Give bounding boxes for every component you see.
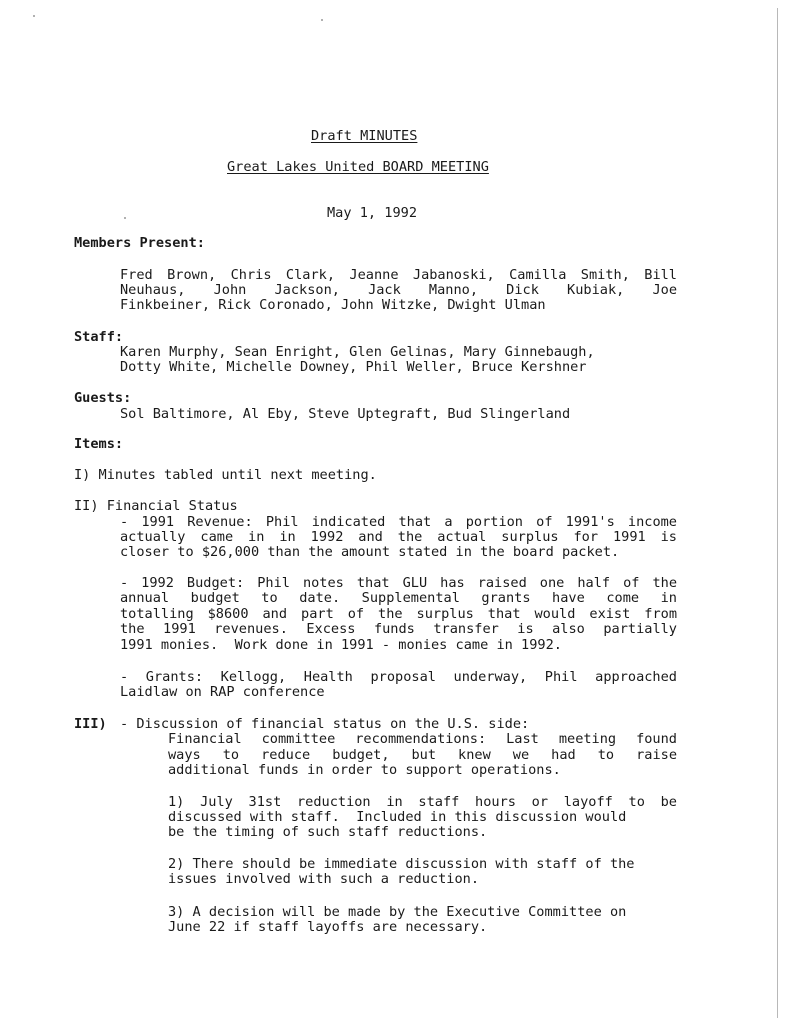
point-3-line: 3) A decision will be made by the Executive Committee on (168, 904, 627, 920)
item-1: I) Minutes tabled until next meeting. (74, 467, 377, 483)
items-heading: Items: (74, 436, 124, 452)
grants-line: - Grants: Kellogg, Health proposal underway, Phil approached (120, 669, 677, 685)
point-1-line: discussed with staff. Included in this discussion would (168, 809, 627, 825)
meeting-title: Great Lakes United BOARD MEETING (227, 159, 489, 175)
staff-line: Karen Murphy, Sean Enright, Glen Gelinas, Mary Ginnebaugh, (120, 344, 595, 360)
members-line: Finkbeiner, Rick Coronado, John Witzke, Dwight Ulman (120, 297, 546, 313)
guests-line: Sol Baltimore, Al Eby, Steve Uptegraft, Bud Slingerland (120, 406, 571, 422)
members-heading: Members Present: (74, 235, 205, 251)
budget-line: totalling $8600 and part of the surplus that would exist from (120, 606, 677, 622)
revenue-line: closer to $26,000 than the amount stated in the board packet. (120, 544, 620, 560)
item-3-heading: - Discussion of financial status on the U.S. side: (120, 716, 530, 732)
point-1-line: be the timing of such staff reductions. (168, 824, 488, 840)
guests-heading: Guests: (74, 390, 132, 406)
committee-line: additional funds in order to support operations. (168, 762, 561, 778)
staff-line: Dotty White, Michelle Downey, Phil Weller, Bruce Kershner (120, 359, 587, 375)
budget-line: annual budget to date. Supplemental grants have come in (120, 590, 677, 606)
budget-line: - 1992 Budget: Phil notes that GLU has raised one half of the (120, 575, 677, 591)
revenue-line: - 1991 Revenue: Phil indicated that a portion of 1991's income (120, 514, 677, 530)
scan-edge-line (777, 8, 778, 1018)
budget-line: the 1991 revenues. Excess funds transfer is also partially (120, 621, 677, 637)
item-3-label: III) (74, 716, 107, 732)
scan-speck (321, 19, 323, 21)
item-2-heading: II) Financial Status (74, 498, 238, 514)
point-3-line: June 22 if staff layoffs are necessary. (168, 919, 488, 935)
draft-minutes-title: Draft MINUTES (311, 128, 418, 144)
members-line: Fred Brown, Chris Clark, Jeanne Jabanoski, Camilla Smith, Bill (120, 267, 677, 283)
point-2-line: 2) There should be immediate discussion with staff of the (168, 856, 635, 872)
scan-speck (124, 217, 126, 219)
grants-line: Laidlaw on RAP conference (120, 684, 325, 700)
committee-line: ways to reduce budget, but knew we had to raise (168, 747, 677, 763)
meeting-date: May 1, 1992 (327, 205, 418, 221)
budget-line: 1991 monies. Work done in 1991 - monies came in 1992. (120, 637, 562, 653)
point-1-line: 1) July 31st reduction in staff hours or layoff to be (168, 794, 677, 810)
point-2-line: issues involved with such a reduction. (168, 871, 479, 887)
scan-speck (33, 15, 35, 17)
revenue-line: actually came in in 1992 and the actual surplus for 1991 is (120, 529, 677, 545)
members-line: Neuhaus, John Jackson, Jack Manno, Dick Kubiak, Joe (120, 282, 677, 298)
committee-line: Financial committee recommendations: Last meeting found (168, 731, 677, 747)
staff-heading: Staff: (74, 329, 124, 345)
